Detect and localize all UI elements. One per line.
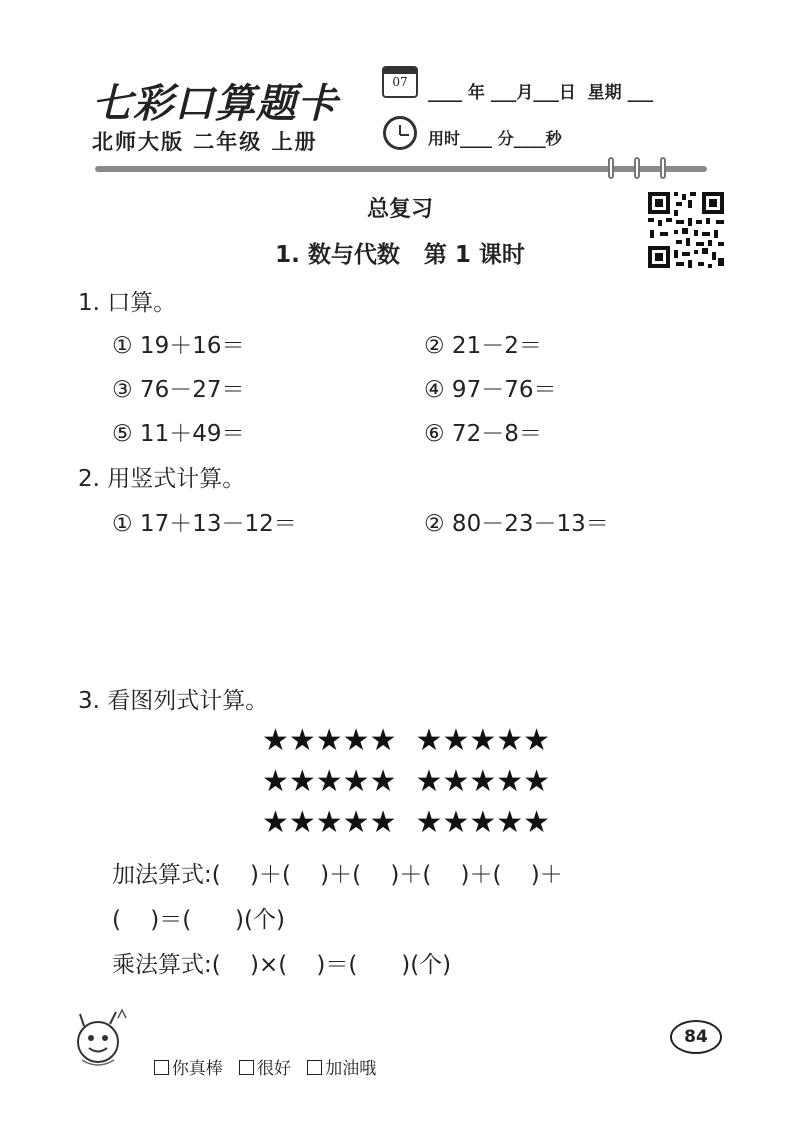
question-1-title: 1. 口算。 bbox=[78, 290, 177, 316]
question-2-title: 2. 用竖式计算。 bbox=[78, 466, 246, 492]
q1-item-6: ⑥ 72－8＝ bbox=[424, 421, 542, 447]
date-fill-line: ____ 年 ___月___日 星期 ___ bbox=[428, 83, 654, 103]
question-3-title: 3. 看图列式计算。 bbox=[78, 688, 269, 714]
rating-option-great[interactable]: 你真棒 bbox=[154, 1059, 223, 1079]
rating-option-keep-trying[interactable]: 加油哦 bbox=[307, 1059, 376, 1079]
edition-label: 北师大版 二年级 上册 bbox=[92, 130, 318, 154]
q2-item-1: ① 17＋13－12＝ bbox=[112, 511, 297, 537]
rating-option-good[interactable]: 很好 bbox=[239, 1059, 291, 1079]
checkbox-icon[interactable] bbox=[239, 1060, 254, 1075]
q1-item-4: ④ 97－76＝ bbox=[424, 377, 557, 403]
calendar-icon bbox=[382, 66, 418, 98]
calendar-day: 07 bbox=[392, 75, 408, 89]
q1-item-3: ③ 76－27＝ bbox=[112, 377, 245, 403]
rating-checkboxes bbox=[143, 1034, 376, 1079]
page-number: 84 bbox=[670, 1020, 722, 1054]
star-row: ★★★★★ ★★★★★ bbox=[262, 764, 551, 799]
clock-icon bbox=[383, 116, 417, 150]
header-divider bbox=[95, 166, 707, 172]
q1-item-2: ② 21－2＝ bbox=[424, 333, 542, 359]
addition-equation-line-1: 加法算式:( )＋( )＋( )＋( )＋( )＋ bbox=[112, 862, 563, 888]
lesson-title: 1. 数与代数 第 1 课时 bbox=[275, 242, 525, 268]
q1-item-5: ⑤ 11＋49＝ bbox=[112, 421, 245, 447]
addition-equation-line-2: ( )＝( )(个) bbox=[112, 907, 285, 933]
checkbox-icon[interactable] bbox=[154, 1060, 169, 1075]
binder-ring-icon bbox=[634, 157, 640, 179]
multiplication-equation-line: 乘法算式:( )×( )＝( )(个) bbox=[112, 952, 452, 978]
section-title: 总复习 bbox=[366, 197, 433, 222]
star-row: ★★★★★ ★★★★★ bbox=[262, 805, 551, 840]
q2-item-2: ② 80－23－13＝ bbox=[424, 511, 609, 537]
binder-ring-icon bbox=[660, 157, 666, 179]
brand-logo: 七彩口算题卡 bbox=[92, 81, 338, 127]
time-fill-line: 用时____ 分____秒 bbox=[428, 129, 562, 148]
star-row: ★★★★★ ★★★★★ bbox=[262, 723, 551, 758]
checkbox-icon[interactable] bbox=[307, 1060, 322, 1075]
q1-item-1: ① 19＋16＝ bbox=[112, 333, 245, 359]
cartoon-mascot-icon bbox=[70, 1008, 130, 1070]
binder-ring-icon bbox=[608, 157, 614, 179]
